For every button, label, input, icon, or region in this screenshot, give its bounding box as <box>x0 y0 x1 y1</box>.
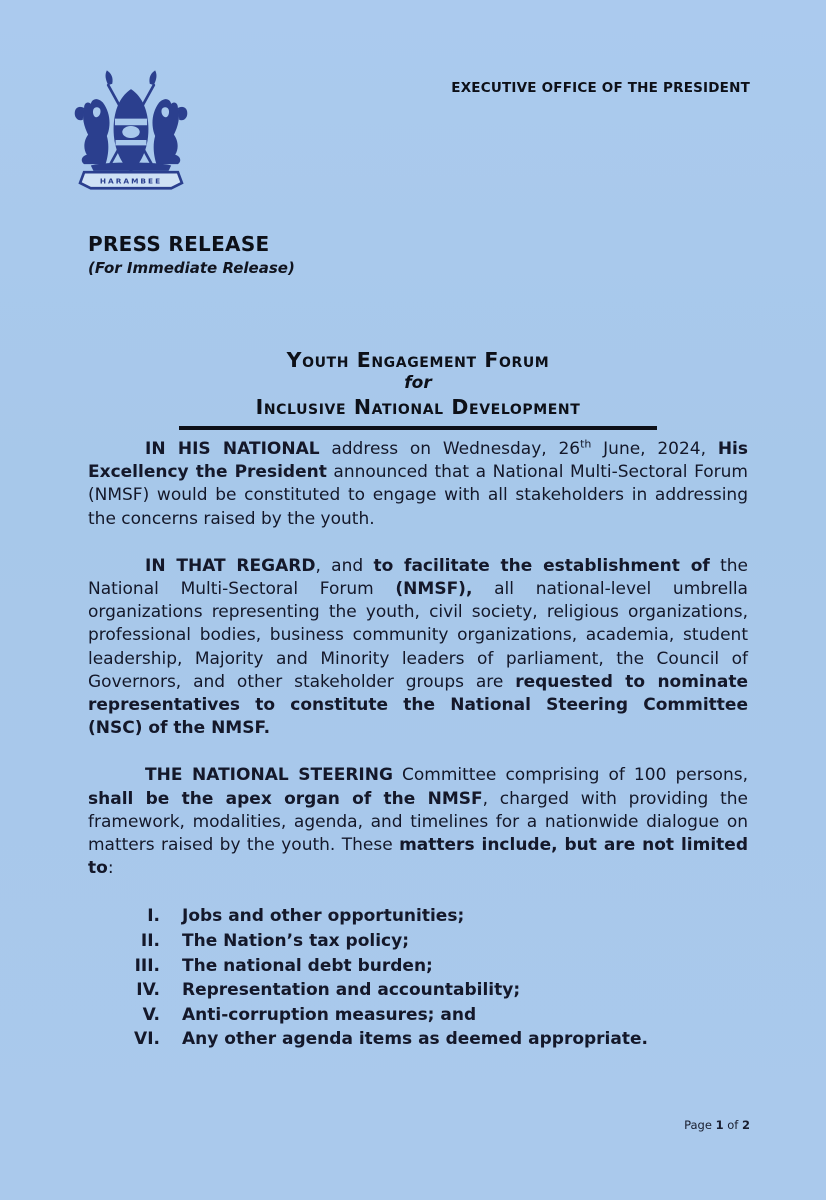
agenda-item-numeral: I. <box>147 906 160 927</box>
paragraph-segment: all national-level umbrella organizations representing the youth, civil society, religious organizations, professional bodies, business community organizations, academia, student leadership, Majority and Minority leaders of parliament, the Council of Governors, and other stakeholder groups are <box>88 579 748 692</box>
title-line-1: Youth Engagement Forum <box>286 348 550 372</box>
paragraph-segment: Committee comprising of 100 persons, <box>392 765 748 786</box>
paragraph-segment: th <box>580 437 592 451</box>
press-release-block <box>88 232 295 277</box>
paragraph-segment: June, 2024, <box>591 439 718 459</box>
title-line-2: for <box>404 373 432 393</box>
paragraph-segment: , charged with providing the framework, modalities, agenda, and timelines for a nationwide dialogue on matters raised by the youth. These <box>88 788 748 856</box>
document-body <box>88 438 748 1052</box>
footer-current-page: 1 <box>715 1118 724 1132</box>
paragraph <box>88 764 748 880</box>
agenda-item-numeral: III. <box>134 955 160 976</box>
agenda-item <box>88 978 748 1003</box>
emblem-motto-text: HARAMBEE <box>99 176 163 186</box>
agenda-item <box>88 1003 748 1028</box>
paragraph-segment-bold: matters include, but are not limited to <box>88 835 748 879</box>
paragraph-segment-bold: shall be the apex organ of the NMSF <box>88 788 483 809</box>
agenda-item <box>88 929 748 954</box>
agenda-item <box>88 954 748 979</box>
document-title <box>88 348 748 430</box>
release-note: (For Immediate Release) <box>88 259 295 277</box>
agenda-item-text: The national debt burden; <box>182 955 433 976</box>
footer-label-page: Page <box>684 1118 712 1132</box>
paragraph-segment-bold: (NMSF), <box>395 579 473 600</box>
paragraph <box>88 555 748 741</box>
agenda-item-numeral: VI. <box>134 1029 160 1050</box>
agenda-item <box>88 904 748 929</box>
paragraph-segment-bold: IN THAT REGARD <box>145 555 316 576</box>
title-line-3: Inclusive National Development <box>255 395 581 419</box>
agenda-item-numeral: V. <box>142 1004 160 1025</box>
paragraph-segment-bold: THE NATIONAL STEERING <box>145 765 393 786</box>
agenda-item-numeral: IV. <box>136 980 160 1001</box>
agenda-item-text: Jobs and other opportunities; <box>182 906 465 927</box>
paragraph-segment-bold: to facilitate the establishment of <box>373 555 710 576</box>
kenya-coat-of-arms-icon <box>64 70 198 198</box>
paragraph-segment: announced that a National Multi-Sectoral Forum (NMSF) would be constituted to engage with all stakeholders in addressing the concerns raised by the youth. <box>88 462 748 529</box>
paragraph <box>88 438 748 531</box>
agenda-item-numeral: II. <box>140 931 160 952</box>
office-heading: EXECUTIVE OFFICE OF THE PRESIDENT <box>451 80 750 96</box>
footer-total-pages: 2 <box>741 1118 750 1132</box>
paragraph-segment-bold: requested to nominate representatives to constitute the National Steering Committee (NSC) of the NMSF. <box>88 671 748 739</box>
agenda-item-text: Any other agenda items as deemed appropriate. <box>182 1029 648 1050</box>
paragraph-segment: , and <box>315 555 374 576</box>
agenda-item-text: Representation and accountability; <box>182 980 521 1001</box>
paragraph-segment-bold: IN HIS NATIONAL <box>145 439 320 459</box>
paragraph-segment: : <box>107 858 114 879</box>
title-underline <box>179 426 657 430</box>
press-release-title: PRESS RELEASE <box>88 232 270 256</box>
paragraph-segment: address on Wednesday, 26 <box>319 439 581 459</box>
agenda-item-text: Anti-corruption measures; and <box>182 1004 477 1025</box>
footer-label-of: of <box>727 1118 739 1132</box>
agenda-item <box>88 1027 748 1052</box>
paragraph-segment-bold: His Excellency the President <box>88 439 748 483</box>
agenda-item-text: The Nation’s tax policy; <box>182 931 410 952</box>
paragraph-segment: the National Multi-Sectoral Forum <box>88 555 748 600</box>
agenda-list <box>88 904 748 1052</box>
page-number-footer <box>684 1118 750 1132</box>
body-paragraphs <box>88 438 748 880</box>
